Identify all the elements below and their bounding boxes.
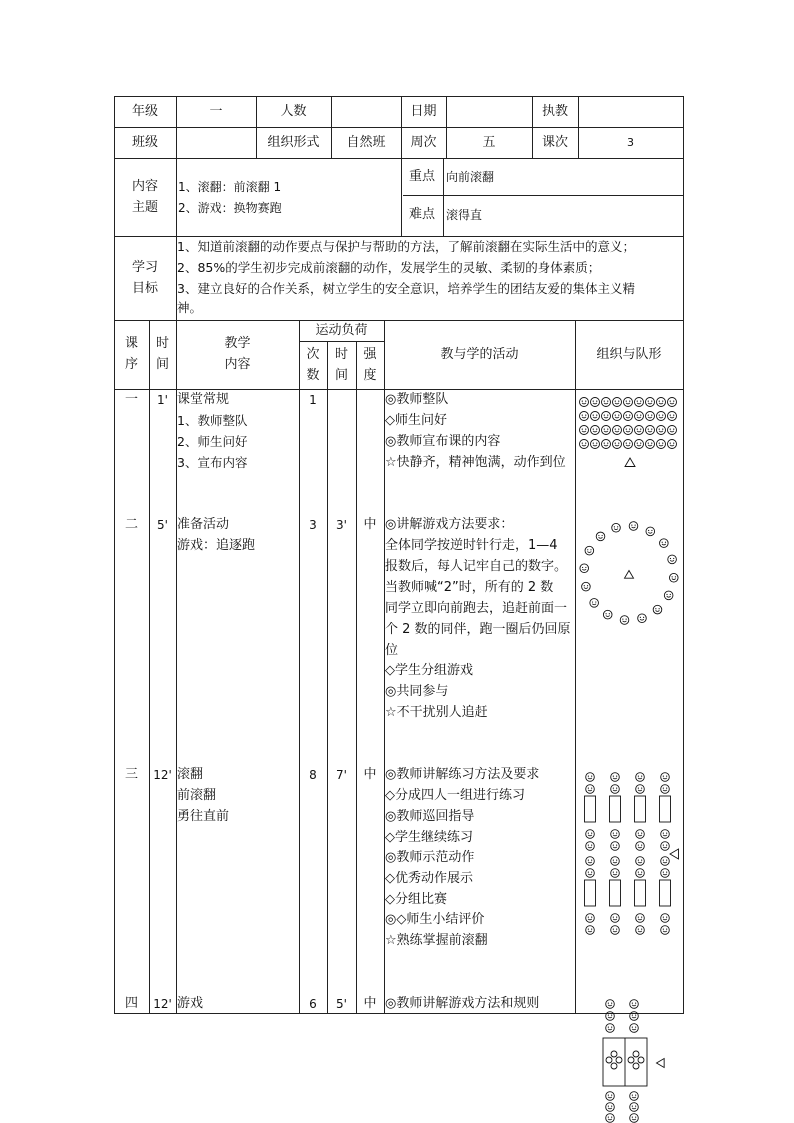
mat-rect — [635, 880, 646, 906]
student-icon — [636, 830, 645, 839]
formation-columns-diagram — [575, 768, 683, 938]
student-icon — [611, 869, 620, 878]
section-1-act-1: ◎教师整队 — [385, 392, 449, 407]
class-label: 班级 — [131, 135, 158, 150]
section-2-order: 二 — [124, 517, 138, 532]
goals-line-1: 1、知道前滚翻的动作要点与保护与帮助的方法，了解前滚翻在实际生活中的意义； — [177, 239, 635, 254]
student-icon — [591, 426, 600, 435]
student-icon — [624, 440, 633, 449]
student-icon — [630, 1114, 639, 1123]
student-icon — [586, 773, 595, 782]
student-icon — [646, 412, 655, 421]
student-icon — [636, 773, 645, 782]
key-label: 重点 — [408, 169, 435, 184]
mat-rect — [610, 880, 621, 906]
student-icon — [613, 398, 622, 407]
student-icon — [660, 539, 669, 548]
mat-rect — [585, 880, 596, 906]
section-2-content-1: 准备活动 — [177, 517, 230, 532]
section-3-act-5: ◎教师示范动作 — [385, 850, 475, 865]
section-4-intensity: 中 — [363, 996, 377, 1011]
section-3-intensity: 中 — [363, 767, 377, 782]
col-time-1: 时 — [155, 336, 169, 351]
section-3-act-9: ☆熟练掌握前滚翻 — [385, 933, 488, 948]
student-icon — [580, 398, 589, 407]
student-icon — [586, 914, 595, 923]
student-icon — [606, 1114, 615, 1123]
student-icon — [657, 412, 666, 421]
section-4-times: 6 — [309, 997, 317, 1011]
goals-label-1: 学习 — [131, 260, 158, 275]
student-icon — [636, 926, 645, 935]
student-icon — [635, 412, 644, 421]
student-icon — [661, 842, 670, 851]
col-dur-1: 时 — [334, 347, 348, 362]
section-2-act-3: 报数后，每人记牢自己的数字。 — [385, 559, 568, 574]
student-icon — [657, 426, 666, 435]
section-2-intensity: 中 — [363, 517, 377, 532]
section-3-act-1: ◎教师讲解练习方法及要求 — [385, 767, 540, 782]
student-icon — [611, 857, 620, 866]
student-icon — [591, 440, 600, 449]
student-icon — [630, 1012, 639, 1021]
section-2-act-8: ◇学生分组游戏 — [385, 663, 473, 678]
section-3-time: 12' — [153, 768, 172, 782]
col-teach-2: 内容 — [224, 357, 251, 372]
section-3-times: 8 — [309, 768, 317, 782]
diff-label: 难点 — [408, 207, 435, 222]
student-icon — [661, 914, 670, 923]
student-icon — [664, 591, 673, 600]
goals-line-2: 2、85%的学生初步完成前滚翻的动作，发展学生的灵敏、柔韧的身体素质； — [177, 260, 601, 275]
section-2-act-6: 个 2 数的同伴，跑一圈后仍回原 — [385, 622, 571, 637]
student-icon — [635, 398, 644, 407]
student-icon — [586, 830, 595, 839]
col-load: 运动负荷 — [315, 323, 368, 338]
col-teach-1: 教学 — [224, 336, 251, 351]
student-icon — [629, 522, 638, 531]
student-icon — [611, 842, 620, 851]
student-icon — [630, 1092, 639, 1101]
section-2-act-10: ☆不干扰别人追赶 — [385, 705, 488, 720]
section-2-act-1: ◎讲解游戏方法要求： — [385, 517, 514, 532]
col-times-1: 次 — [306, 347, 320, 362]
student-icon — [603, 610, 612, 619]
student-icon — [668, 412, 677, 421]
section-3-act-2: ◇分成四人一组进行练习 — [385, 788, 525, 803]
student-icon — [657, 398, 666, 407]
key-value: 向前滚翻 — [446, 170, 495, 184]
student-icon — [624, 426, 633, 435]
grade-value: 一 — [209, 104, 223, 119]
section-3-act-3: ◎教师巡回指导 — [385, 809, 475, 824]
student-icon — [638, 614, 647, 623]
org-value: 自然班 — [346, 135, 386, 150]
section-1-act-2: ◇师生问好 — [385, 413, 447, 428]
col-int-2: 度 — [363, 368, 377, 383]
col-activity: 教与学的活动 — [440, 347, 519, 362]
section-3-content-3: 勇往直前 — [177, 809, 230, 824]
student-icon — [661, 926, 670, 935]
section-2-act-4: 当教师喊“2”时，所有的 2 数 — [385, 580, 554, 595]
student-icon — [653, 605, 662, 614]
goals-line-3: 3、建立良好的合作关系，树立学生的安全意识，培养学生的团结友爱的集体主义精 — [177, 281, 635, 296]
student-icon — [668, 426, 677, 435]
col-order-1: 课 — [124, 336, 138, 351]
student-icon — [602, 440, 611, 449]
student-icon — [646, 398, 655, 407]
student-icon — [620, 616, 629, 625]
lesson-value: 3 — [627, 136, 634, 149]
student-icon — [646, 527, 655, 536]
student-icon — [586, 926, 595, 935]
mat-rect — [635, 796, 646, 822]
student-icon — [646, 440, 655, 449]
teacher-triangle-icon — [657, 1059, 665, 1068]
student-icon — [606, 1024, 615, 1033]
student-icon — [606, 1000, 615, 1009]
formation-grid-diagram — [578, 392, 682, 472]
student-icon — [586, 785, 595, 794]
student-icon — [611, 926, 620, 935]
student-icon — [657, 440, 666, 449]
student-icon — [661, 785, 670, 794]
section-3-act-8: ◎◇师生小结评价 — [385, 912, 485, 927]
section-3-act-7: ◇分组比赛 — [385, 892, 447, 907]
count-label: 人数 — [280, 104, 307, 119]
student-icon — [636, 785, 645, 794]
content-label-1: 内容 — [131, 179, 158, 194]
student-icon — [586, 857, 595, 866]
mat-rect — [660, 880, 671, 906]
section-1-content-1: 课堂常规 — [177, 392, 230, 407]
section-3-duration: 7' — [336, 768, 347, 782]
student-icon — [613, 440, 622, 449]
student-icon — [602, 426, 611, 435]
mat-rect — [660, 796, 671, 822]
section-2-times: 3 — [309, 518, 317, 532]
student-icon — [580, 564, 589, 573]
student-icon — [612, 523, 621, 532]
org-label: 组织形式 — [267, 135, 320, 150]
section-4-content-1: 游戏 — [177, 996, 204, 1011]
col-time-2: 间 — [155, 357, 169, 372]
student-icon — [611, 830, 620, 839]
section-2-content-2: 游戏：追逐跑 — [177, 538, 256, 553]
student-icon — [636, 857, 645, 866]
lesson-label: 课次 — [541, 135, 568, 150]
section-4-duration: 5' — [336, 997, 347, 1011]
student-icon — [613, 412, 622, 421]
goals-label-2: 目标 — [131, 281, 158, 296]
student-icon — [635, 426, 644, 435]
section-1-order: 一 — [124, 392, 138, 407]
student-icon — [668, 398, 677, 407]
student-icon — [636, 914, 645, 923]
student-icon — [624, 398, 633, 407]
week-value: 五 — [482, 135, 496, 150]
student-icon — [590, 599, 599, 608]
teacher-triangle-icon — [625, 571, 634, 579]
student-icon — [582, 582, 591, 591]
section-2-act-5: 同学立即向前跑去，追赶前面一 — [385, 601, 568, 616]
student-icon — [611, 785, 620, 794]
teacher-triangle-icon — [625, 458, 635, 467]
section-2-act-2: 全体同学按逆时针行走，1—4 — [385, 538, 558, 553]
section-1-act-3: ◎教师宣布课的内容 — [385, 434, 501, 449]
col-order-2: 序 — [124, 357, 138, 372]
student-icon — [580, 412, 589, 421]
student-icon — [646, 426, 655, 435]
student-icon — [596, 532, 605, 541]
student-icon — [636, 869, 645, 878]
mat-rect — [610, 796, 621, 822]
section-3-act-6: ◇优秀动作展示 — [385, 871, 473, 886]
student-icon — [606, 1092, 615, 1101]
student-icon — [611, 773, 620, 782]
student-icon — [668, 440, 677, 449]
student-icon — [636, 842, 645, 851]
student-icon — [635, 440, 644, 449]
student-icon — [602, 398, 611, 407]
student-icon — [624, 412, 633, 421]
student-icon — [668, 555, 677, 564]
section-1-content-3: 2、师生问好 — [177, 434, 248, 449]
col-times-2: 数 — [306, 368, 320, 383]
content-line-1: 1、滚翻：前滚翻 1 — [178, 180, 282, 194]
section-3-content-1: 滚翻 — [177, 767, 204, 782]
section-2-act-7: 位 — [385, 643, 399, 658]
student-icon — [606, 1103, 615, 1112]
student-icon — [613, 426, 622, 435]
content-line-2: 2、游戏：换物赛跑 — [178, 201, 282, 215]
student-icon — [611, 914, 620, 923]
date-label: 日期 — [410, 104, 437, 119]
section-2-duration: 3' — [336, 518, 347, 532]
section-2-time: 5' — [157, 518, 168, 532]
goals-line-4: 神。 — [177, 300, 203, 315]
student-icon — [661, 773, 670, 782]
formation-circle-diagram — [575, 515, 683, 625]
grade-label: 年级 — [131, 104, 158, 119]
section-1-content-4: 3、宣布内容 — [177, 455, 248, 470]
section-2-act-9: ◎共同参与 — [385, 684, 449, 699]
col-formation: 组织与队形 — [596, 347, 662, 362]
section-4-time: 12' — [153, 997, 172, 1011]
section-3-act-4: ◇学生继续练习 — [385, 830, 473, 845]
student-icon — [591, 412, 600, 421]
student-icon — [591, 398, 600, 407]
section-1-times: 1 — [309, 393, 317, 407]
student-icon — [586, 869, 595, 878]
student-icon — [630, 1103, 639, 1112]
mat-rect — [585, 796, 596, 822]
section-3-order: 三 — [124, 767, 138, 782]
formation-relay-diagram — [595, 996, 675, 1123]
student-icon — [661, 830, 670, 839]
student-icon — [606, 1012, 615, 1021]
student-icon — [580, 426, 589, 435]
section-1-time: 1' — [157, 393, 168, 407]
student-icon — [630, 1024, 639, 1033]
student-icon — [586, 842, 595, 851]
teacher-triangle-icon — [670, 849, 679, 859]
diff-value: 滚得直 — [446, 208, 483, 222]
section-4-act-1: ◎教师讲解游戏方法和规则 — [385, 996, 540, 1011]
col-int-1: 强 — [363, 347, 377, 362]
student-icon — [602, 412, 611, 421]
student-icon — [585, 546, 594, 555]
student-icon — [661, 869, 670, 878]
student-icon — [580, 440, 589, 449]
section-1-act-4: ☆快静齐，精神饱满，动作到位 — [385, 455, 566, 470]
section-4-order: 四 — [124, 996, 138, 1011]
section-3-content-2: 前滚翻 — [177, 788, 217, 803]
section-1-content-2: 1、教师整队 — [177, 413, 248, 428]
student-icon — [661, 857, 670, 866]
col-dur-2: 间 — [334, 368, 348, 383]
content-label-2: 主题 — [131, 200, 158, 215]
week-label: 周次 — [410, 135, 437, 150]
student-icon — [669, 573, 678, 582]
student-icon — [630, 1000, 639, 1009]
teacher-label: 执教 — [541, 104, 568, 119]
